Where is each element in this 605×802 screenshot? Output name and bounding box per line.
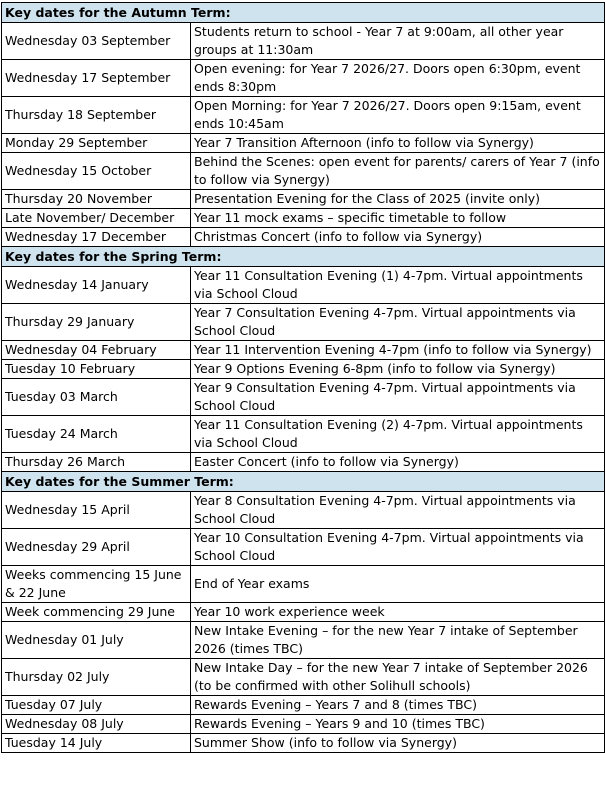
table-row (2, 360, 605, 379)
event-cell: End of Year exams (191, 566, 605, 603)
event-cell: Open Morning: for Year 7 2026/27. Doors open 9:15am, event ends 10:45am (191, 97, 605, 134)
table-row (2, 60, 605, 97)
table-row (2, 715, 605, 734)
date-cell: Thursday 20 November (2, 190, 191, 209)
table-row (2, 267, 605, 304)
event-cell: Year 9 Consultation Evening 4-7pm. Virtual appointments via School Cloud (191, 379, 605, 416)
table-row (2, 659, 605, 696)
event-cell: Year 7 Consultation Evening 4-7pm. Virtual appointments via School Cloud (191, 304, 605, 341)
table-row (2, 734, 605, 753)
event-cell: Students return to school - Year 7 at 9:00am, all other year groups at 11:30am (191, 23, 605, 60)
key-dates-table (1, 2, 605, 753)
date-cell: Thursday 02 July (2, 659, 191, 696)
table-row (2, 134, 605, 153)
table-row (2, 23, 605, 60)
table-row (2, 603, 605, 622)
date-cell: Late November/ December (2, 209, 191, 228)
date-cell: Monday 29 September (2, 134, 191, 153)
event-cell: New Intake Day – for the new Year 7 intake of September 2026 (to be confirmed with other Solihull schools) (191, 659, 605, 696)
date-cell: Tuesday 10 February (2, 360, 191, 379)
table-row (2, 304, 605, 341)
event-cell: Year 11 mock exams – specific timetable to follow (191, 209, 605, 228)
date-cell: Week commencing 29 June (2, 603, 191, 622)
date-cell: Wednesday 03 September (2, 23, 191, 60)
table-row (2, 529, 605, 566)
table-row (2, 696, 605, 715)
key-dates-table-body (2, 3, 605, 753)
date-cell: Wednesday 04 February (2, 341, 191, 360)
event-cell: Behind the Scenes: open event for parents/ carers of Year 7 (info to follow via Synergy) (191, 153, 605, 190)
date-cell: Tuesday 24 March (2, 416, 191, 453)
section-header-spring (2, 247, 605, 267)
event-cell: Rewards Evening – Years 9 and 10 (times TBC) (191, 715, 605, 734)
table-row (2, 228, 605, 247)
date-cell: Thursday 26 March (2, 453, 191, 472)
table-row (2, 209, 605, 228)
section-title: Key dates for the Autumn Term: (2, 3, 605, 23)
event-cell: Year 7 Transition Afternoon (info to follow via Synergy) (191, 134, 605, 153)
event-cell: Christmas Concert (info to follow via Synergy) (191, 228, 605, 247)
table-row (2, 566, 605, 603)
table-row (2, 492, 605, 529)
date-cell: Tuesday 14 July (2, 734, 191, 753)
table-row (2, 453, 605, 472)
event-cell: Summer Show (info to follow via Synergy) (191, 734, 605, 753)
table-row (2, 190, 605, 209)
event-cell: Presentation Evening for the Class of 2025 (invite only) (191, 190, 605, 209)
table-row (2, 416, 605, 453)
section-title: Key dates for the Summer Term: (2, 472, 605, 492)
date-cell: Wednesday 17 December (2, 228, 191, 247)
section-header-summer (2, 472, 605, 492)
date-cell: Wednesday 15 October (2, 153, 191, 190)
date-cell: Weeks commencing 15 June & 22 June (2, 566, 191, 603)
date-cell: Tuesday 03 March (2, 379, 191, 416)
date-cell: Wednesday 29 April (2, 529, 191, 566)
date-cell: Tuesday 07 July (2, 696, 191, 715)
section-header-autumn (2, 3, 605, 23)
key-dates-document (1, 2, 604, 753)
date-cell: Wednesday 01 July (2, 622, 191, 659)
event-cell: Year 11 Consultation Evening (1) 4-7pm. Virtual appointments via School Cloud (191, 267, 605, 304)
date-cell: Wednesday 14 January (2, 267, 191, 304)
table-row (2, 379, 605, 416)
event-cell: Year 10 work experience week (191, 603, 605, 622)
event-cell: Year 9 Options Evening 6-8pm (info to follow via Synergy) (191, 360, 605, 379)
date-cell: Thursday 29 January (2, 304, 191, 341)
date-cell: Wednesday 08 July (2, 715, 191, 734)
event-cell: Year 8 Consultation Evening 4-7pm. Virtual appointments via School Cloud (191, 492, 605, 529)
event-cell: New Intake Evening – for the new Year 7 intake of September 2026 (times TBC) (191, 622, 605, 659)
event-cell: Open evening: for Year 7 2026/27. Doors open 6:30pm, event ends 8:30pm (191, 60, 605, 97)
event-cell: Year 11 Intervention Evening 4-7pm (info to follow via Synergy) (191, 341, 605, 360)
table-row (2, 153, 605, 190)
date-cell: Wednesday 17 September (2, 60, 191, 97)
date-cell: Thursday 18 September (2, 97, 191, 134)
table-row (2, 341, 605, 360)
event-cell: Year 10 Consultation Evening 4-7pm. Virtual appointments via School Cloud (191, 529, 605, 566)
event-cell: Year 11 Consultation Evening (2) 4-7pm. Virtual appointments via School Cloud (191, 416, 605, 453)
table-row (2, 97, 605, 134)
event-cell: Easter Concert (info to follow via Synergy) (191, 453, 605, 472)
event-cell: Rewards Evening – Years 7 and 8 (times TBC) (191, 696, 605, 715)
section-title: Key dates for the Spring Term: (2, 247, 605, 267)
date-cell: Wednesday 15 April (2, 492, 191, 529)
table-row (2, 622, 605, 659)
